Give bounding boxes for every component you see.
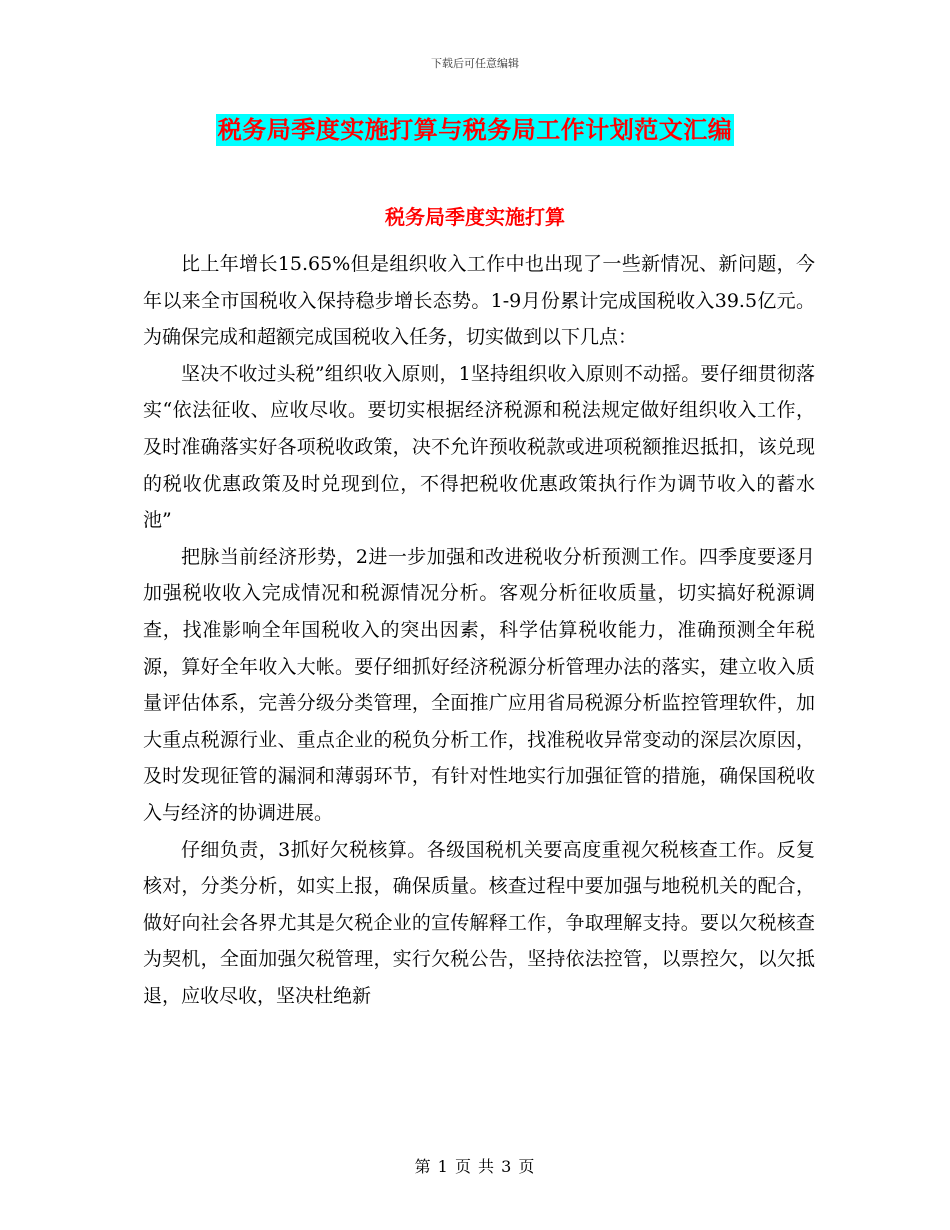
body-paragraph: 坚决不收过头税”组织收入原则，1坚持组织收入原则不动摇。要仔细贯彻落实“依法征收、应收尽收。要切实根据经济税源和税法规定做好组织收入工作，及时准确落实好各项税收政策，决不允许预收税款或进项税额推迟抵扣，该兑现的税收优惠政策及时兑现到位，不得把税收优惠政策执行作为调节收入的蓄水池” [143, 362, 815, 532]
section-title: 税务局季度实施打算 [385, 205, 565, 229]
document-title-text: 税务局季度实施打算与税务局工作计划范文汇编 [217, 115, 733, 144]
body-paragraph: 比上年增长15.65%但是组织收入工作中也出现了一些新情况、新问题，今年以来全市国税收入保持稳步增长态势。1-9月份累计完成国税收入39.5亿元。为确保完成和超额完成国税收入任务，切实做到以下几点： [143, 253, 815, 349]
body-paragraph: 把脉当前经济形势，2进一步加强和改进税收分析预测工作。四季度要逐月加强税收收入完成情况和税源情况分析。客观分析征收质量，切实搞好税源调查，找准影响全年国税收入的突出因素，科学估算税收能力，准确预测全年税源，算好全年收入大帐。要仔细抓好经济税源分析管理办法的落实，建立收入质量评估体系，完善分级分类管理，全面推广应用省局税源分析监控管理软件，加大重点税源行业、重点企业的税负分析工作，找准税收异常变动的深层次原因，及时发现征管的漏洞和薄弱环节，有针对性地实行加强征管的措施，确保国税收入与经济的协调进展。 [143, 545, 815, 824]
document-title [0, 114, 950, 146]
page-number-footer: 第 1 页 共 3 页 [414, 1157, 536, 1176]
page-header-note: 下载后可任意编辑 [431, 57, 519, 70]
document-body [143, 246, 815, 1014]
body-paragraph: 仔细负责，3抓好欠税核算。各级国税机关要高度重视欠税核查工作。反复核对，分类分析，如实上报，确保质量。核查过程中要加强与地税机关的配合，做好向社会各界尤其是欠税企业的宣传解释工作，争取理解支持。要以欠税核查为契机，全面加强欠税管理，实行欠税公告，坚持依法控管，以票控欠，以欠抵退，应收尽收，坚决杜绝新 [143, 838, 815, 1007]
